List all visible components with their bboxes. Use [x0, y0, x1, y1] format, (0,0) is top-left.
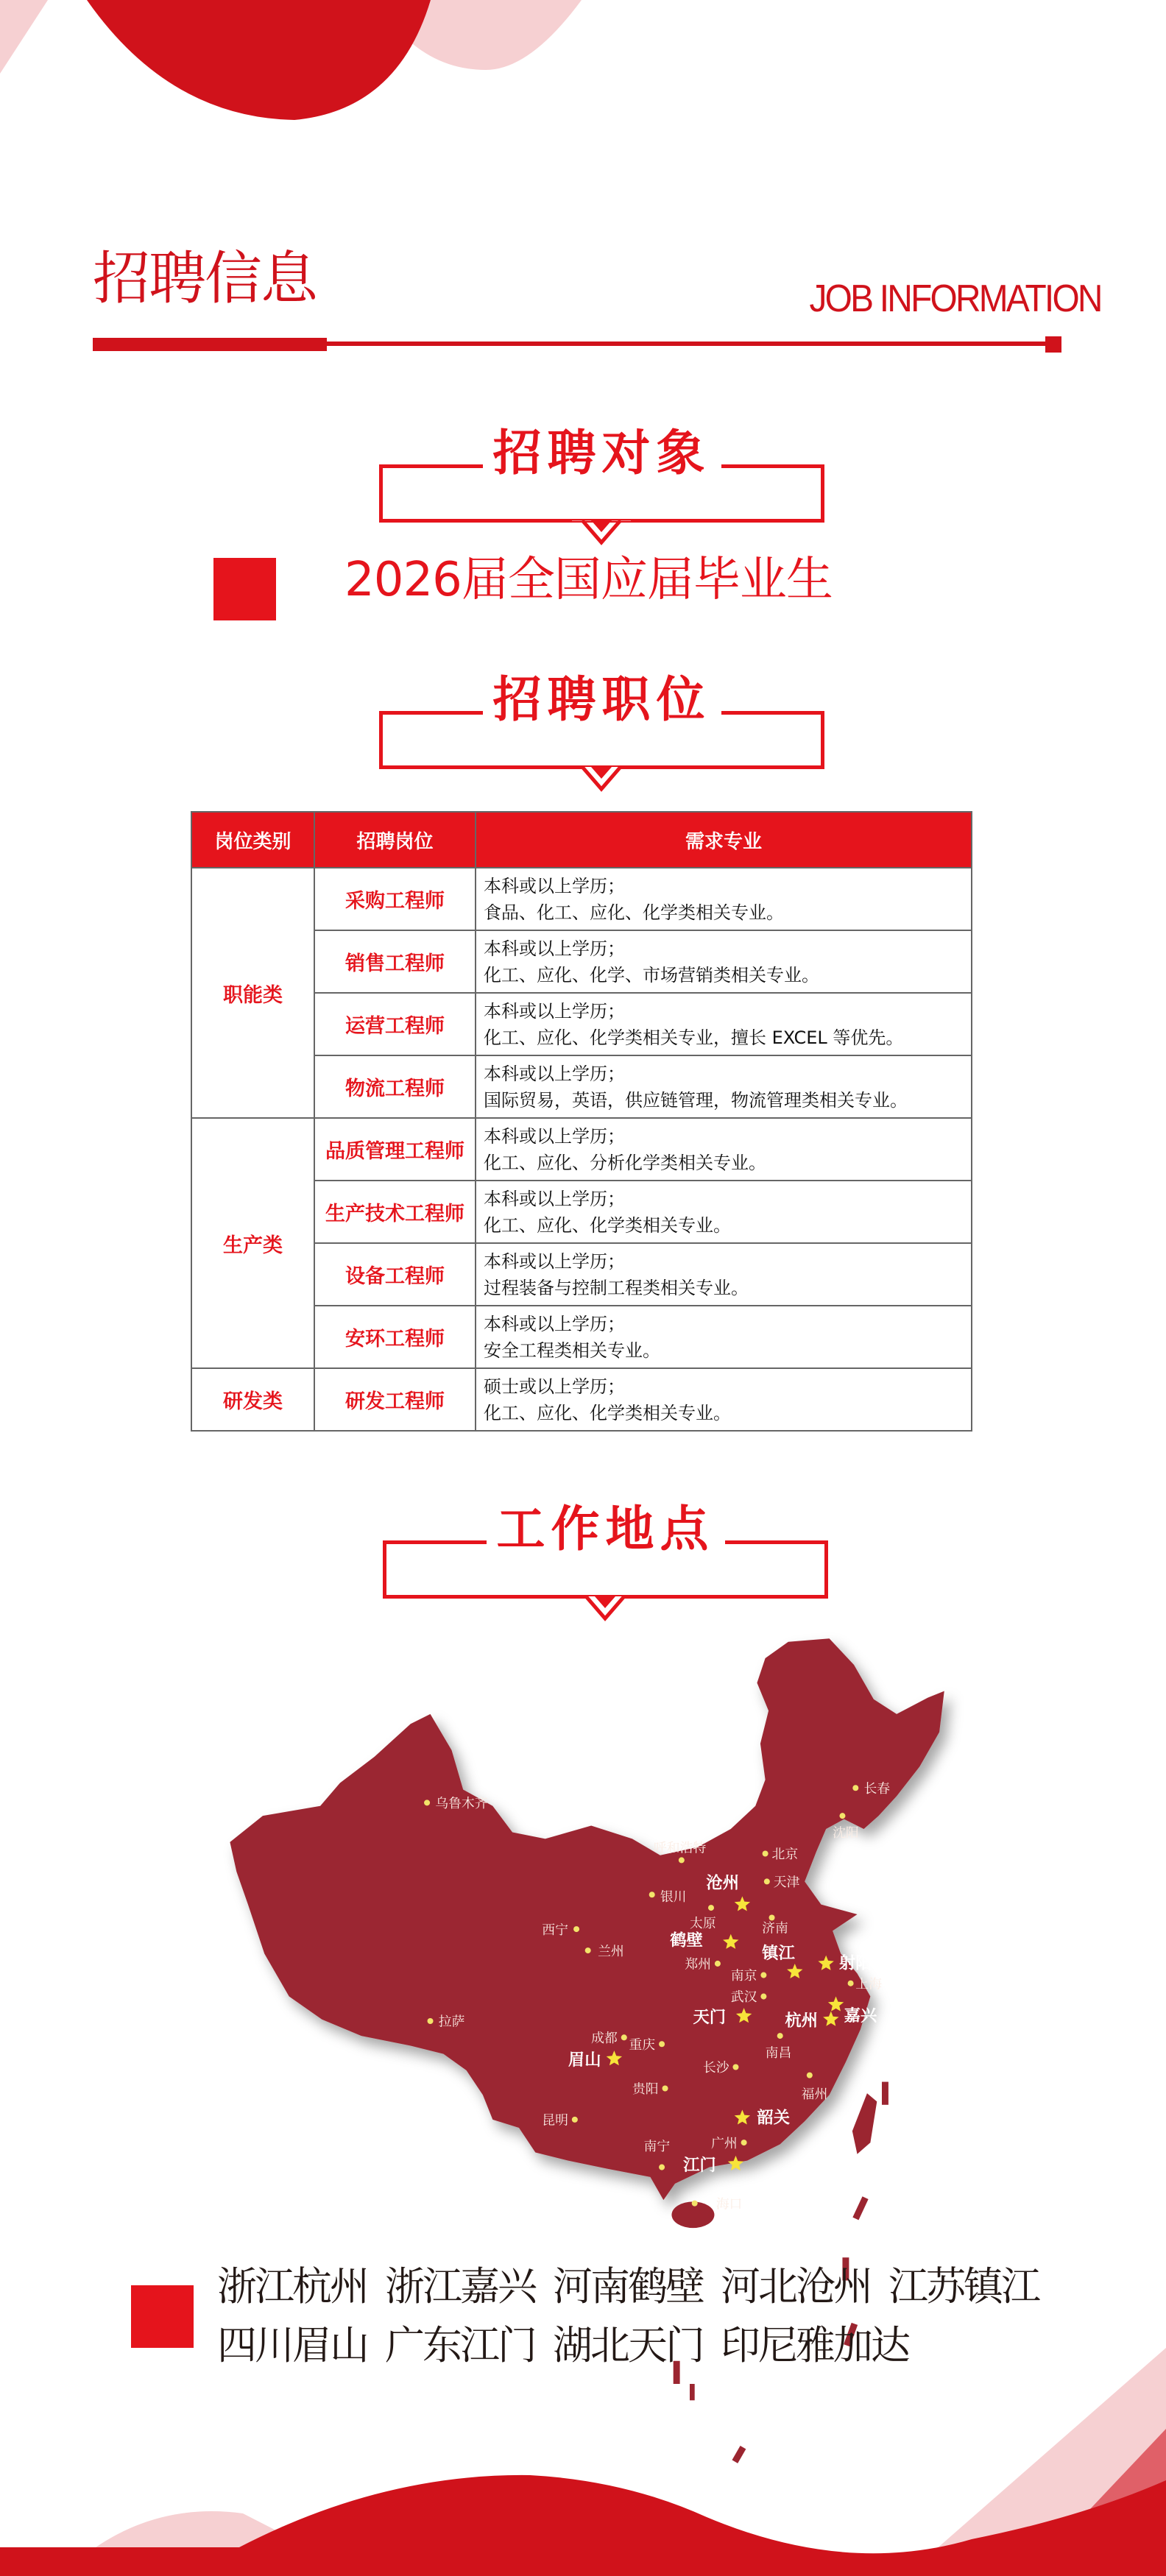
city-label: 银川 — [660, 1889, 687, 1906]
mainland-shape — [230, 1638, 944, 2200]
header-requirement: 需求专业 — [476, 812, 972, 868]
requirement-line: 化工、应化、化学类相关专业。 — [484, 1402, 731, 1423]
city-label: 兰州 — [598, 1943, 624, 1959]
city-label: 海口 — [716, 2196, 743, 2212]
city-label: 南京 — [730, 1968, 757, 1984]
site-label: 镇江 — [762, 1944, 795, 1964]
bullet-square — [131, 2285, 194, 2348]
position-cell: 设备工程师 — [314, 1243, 476, 1306]
city-dot — [777, 2033, 783, 2039]
section-title: 招聘对象 — [483, 425, 721, 481]
city-label: 西宁 — [542, 1922, 568, 1938]
section-title: 招聘职位 — [483, 671, 721, 728]
city-dot — [852, 1785, 858, 1791]
city-dot — [424, 1800, 430, 1805]
city-label: 济南 — [762, 1920, 788, 1936]
city-label: 拉萨 — [438, 2014, 465, 2030]
city-dot — [763, 1850, 768, 1856]
requirement-line: 本科或以上学历； — [484, 938, 625, 959]
site-label: 嘉兴 — [844, 2006, 877, 2026]
requirement-line: 食品、化工、应化、化学类相关专业。 — [484, 902, 784, 923]
requirement-line: 本科或以上学历； — [484, 1000, 625, 1022]
requirement-line: 本科或以上学历； — [484, 1063, 625, 1084]
city-label: 广州 — [711, 2135, 738, 2151]
location-line — [217, 2263, 1056, 2326]
city-dot — [649, 1892, 655, 1897]
city-dot — [428, 2018, 434, 2024]
site-label: 天门 — [693, 2008, 727, 2028]
location-item: 四川眉山 — [217, 2322, 367, 2368]
city-label: 南昌 — [765, 2045, 792, 2062]
position-cell: 安环工程师 — [314, 1306, 476, 1368]
site-label: 沧州 — [706, 1873, 739, 1893]
city-label: 长春 — [863, 1780, 891, 1797]
city-label: 天津 — [773, 1875, 800, 1891]
city-dot — [659, 2165, 665, 2170]
requirement-line: 过程装备与控制工程类相关专业。 — [484, 1277, 749, 1298]
city-dot — [662, 2085, 668, 2091]
city-label: 呼和浩特 — [653, 1840, 707, 1856]
header-position: 招聘岗位 — [314, 812, 476, 868]
position-cell: 运营工程师 — [314, 993, 476, 1055]
requirement-line: 化工、应化、化学类相关专业。 — [484, 1214, 731, 1236]
position-cell: 物流工程师 — [314, 1055, 476, 1118]
requirement-line: 化工、应化、化学、市场营销类相关专业。 — [484, 964, 819, 986]
city-label: 沈阳 — [833, 1825, 859, 1841]
position-cell: 采购工程师 — [314, 868, 476, 930]
location-item: 印尼雅加达 — [721, 2322, 908, 2368]
requirement-line: 本科或以上学历； — [484, 1188, 625, 1209]
section-title: 工作地点 — [487, 1501, 725, 1557]
position-cell: 研发工程师 — [314, 1368, 476, 1431]
city-label: 北京 — [771, 1847, 799, 1863]
location-item: 浙江嘉兴 — [385, 2263, 535, 2310]
site-label: 射阳 — [838, 1953, 872, 1973]
city-dot — [769, 1914, 775, 1920]
city-dot — [764, 1878, 770, 1884]
city-dot — [573, 1926, 579, 1932]
city-label: 长沙 — [702, 2060, 729, 2076]
page-title: 招聘信息 — [93, 246, 317, 312]
city-dot — [572, 2117, 578, 2123]
city-dot — [659, 2041, 665, 2047]
city-label: 南宁 — [643, 2139, 671, 2155]
city-dot — [807, 2073, 813, 2078]
category-cell: 职能类 — [191, 868, 314, 1118]
taiwan-shape — [852, 2093, 877, 2154]
site-label: 江门 — [683, 2156, 716, 2176]
location-item: 江苏镇江 — [888, 2263, 1039, 2310]
city-dot — [679, 1857, 685, 1863]
city-dot — [715, 1961, 721, 1967]
requirement-line: 国际贸易，英语，供应链管理，物流管理类相关专业。 — [484, 1089, 908, 1111]
city-label: 郑州 — [685, 1956, 711, 1972]
requirement-line: 化工、应化、化学类相关专业，擅长 EXCEL 等优先。 — [484, 1027, 904, 1048]
location-item: 河南鹤壁 — [553, 2263, 703, 2310]
site-label: 眉山 — [568, 2050, 601, 2070]
category-cell: 生产类 — [191, 1118, 314, 1368]
requirement-line: 本科或以上学历； — [484, 1250, 625, 1272]
city-label: 昆明 — [542, 2112, 568, 2129]
city-label: 太原 — [689, 1915, 716, 1931]
city-dot — [760, 1994, 766, 2000]
city-dot — [732, 2064, 738, 2070]
city-dot — [741, 2140, 747, 2145]
position-cell: 品质管理工程师 — [314, 1118, 476, 1181]
site-label: 韶关 — [757, 2108, 791, 2128]
position-cell: 销售工程师 — [314, 930, 476, 993]
page-subtitle: JOB INFORMATION — [809, 277, 1101, 320]
requirement-line: 本科或以上学历； — [484, 1125, 625, 1147]
city-label: 成都 — [591, 2031, 618, 2047]
city-label: 乌鲁木齐 — [435, 1796, 488, 1812]
bottom-decoration — [0, 2340, 1166, 2576]
requirement-line: 化工、应化、分析化学类相关专业。 — [484, 1152, 766, 1173]
site-label: 杭州 — [785, 2011, 818, 2031]
site-label: 鹤壁 — [670, 1931, 703, 1950]
target-text: 2026届全国应届毕业生 — [344, 553, 833, 607]
city-label: 上海 — [855, 1976, 882, 1992]
requirement-line: 安全工程类相关专业。 — [484, 1340, 660, 1361]
position-cell: 生产技术工程师 — [314, 1181, 476, 1243]
city-label: 武汉 — [730, 1989, 757, 2006]
city-dot — [585, 1947, 591, 1953]
city-dot — [848, 1981, 854, 1986]
header-category: 岗位类别 — [191, 812, 314, 868]
category-cell: 研发类 — [191, 1368, 314, 1431]
city-dot — [760, 1972, 766, 1978]
location-item: 浙江杭州 — [217, 2263, 367, 2310]
location-item: 河北沧州 — [721, 2263, 871, 2310]
city-dot — [708, 1905, 714, 1911]
requirement-line: 本科或以上学历； — [484, 875, 625, 896]
city-label: 福州 — [801, 2086, 828, 2102]
requirement-line: 硕士或以上学历； — [484, 1376, 625, 1397]
city-label: 贵阳 — [632, 2081, 659, 2098]
city-dot — [839, 1813, 845, 1819]
location-item: 湖北天门 — [553, 2322, 703, 2368]
location-item: 广东江门 — [385, 2322, 535, 2368]
city-dot — [692, 2201, 698, 2207]
city-label: 重庆 — [629, 2037, 656, 2053]
requirement-line: 本科或以上学历； — [484, 1313, 625, 1334]
city-dot — [621, 2034, 627, 2040]
